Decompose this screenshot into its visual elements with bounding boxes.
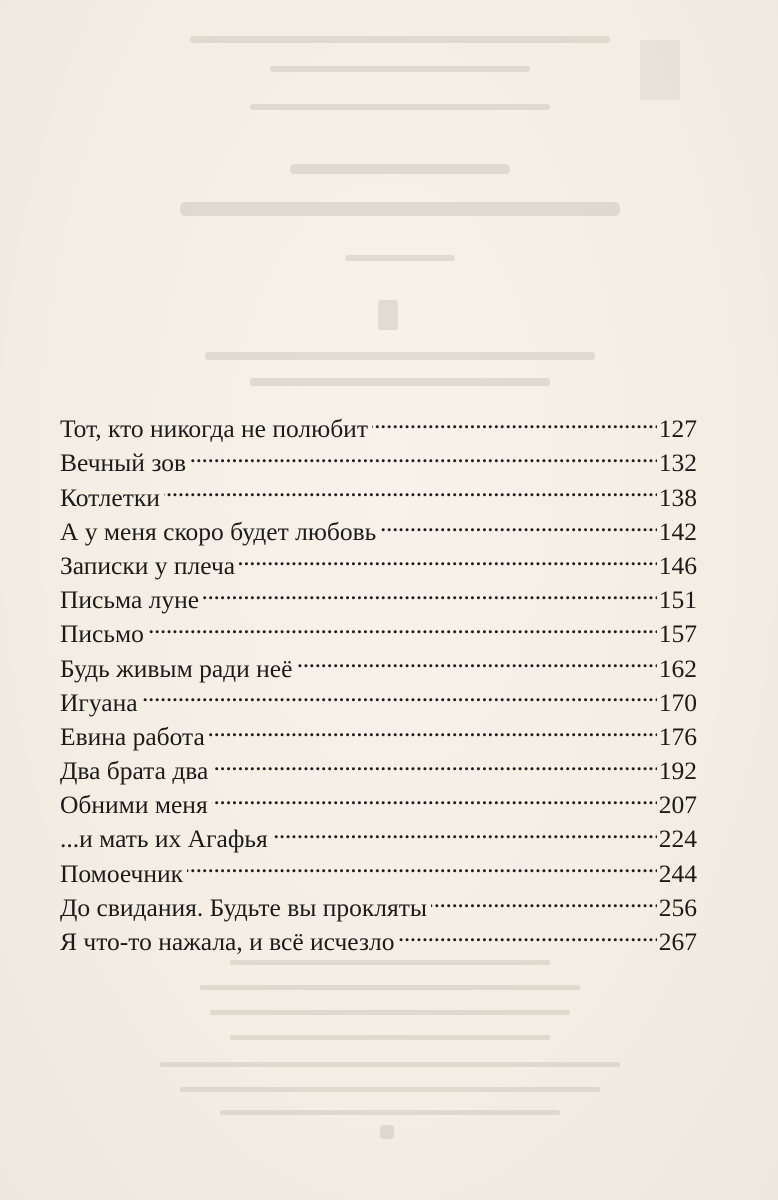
toc-leader-dots [148,608,657,642]
toc-leader-dots [212,779,657,813]
toc-leader-dots [272,813,657,847]
toc-entry-page: 142 [658,516,697,546]
toc-entry-title: Я что-то нажала, и всё исчезло [60,927,395,956]
toc-leader-dots [142,677,657,711]
toc-entry-title: Котлетки [60,482,160,512]
toc-entry-title: Будь живым ради неё [60,653,293,683]
toc-entry-page: 170 [658,687,697,717]
toc-entry-title: До свидания. Будьте вы прокляты [60,892,428,922]
toc-entry-page: 267 [658,927,697,956]
toc-entry-page: 157 [658,619,697,649]
toc-leader-dots [296,642,656,676]
toc-leader-dots [190,437,657,471]
toc-leader-dots [239,540,657,574]
toc-entry-page: 244 [658,858,697,888]
toc-entry-title: А у меня скоро будет любовь [60,516,377,546]
toc-leader-dots [380,506,656,540]
toc-leader-dots [212,745,656,779]
toc-leader-dots [203,574,657,608]
toc-entry-title: Вечный зов [60,448,187,478]
toc-leader-dots [372,403,657,437]
toc-entry-page: 162 [658,653,697,683]
toc-entry-page: 192 [658,756,697,786]
toc-entry-title: Записки у плеча [60,550,236,580]
toc-entry-page: 127 [658,414,697,444]
toc-leader-dots [399,916,657,950]
toc-entry-page: 132 [658,448,697,478]
toc-leader-dots [209,711,657,745]
table-of-contents [60,403,697,956]
toc-entry-title: Письмо [60,619,144,649]
toc-entry-page: 138 [658,482,697,512]
toc-entry-title: ...и мать их Агафья [60,824,268,854]
toc-entry-title: Два брата два [60,756,209,786]
toc-entry-title: Обними меня [60,790,208,820]
toc-entry-page: 207 [658,790,697,820]
toc-entry [60,403,697,444]
toc-entry-title: Помоечник [60,858,184,888]
toc-entry-page: 176 [658,721,697,751]
toc-entry-title: Письма луне [60,585,200,615]
toc-entry-title: Игуана [60,687,138,717]
toc-entry-page: 151 [658,585,697,615]
toc-leader-dots [187,847,657,881]
toc-leader-dots [431,882,657,916]
toc-leader-dots [164,471,657,505]
toc-entry-page: 224 [658,824,697,854]
toc-entry [60,642,697,683]
toc-entry-title: Тот, кто никогда не полюбит [60,414,368,444]
toc-entry-title: Евина работа [60,721,205,751]
toc-entry-page: 256 [658,892,697,922]
toc-entry [60,677,697,717]
toc-entry [60,711,697,751]
toc-entry-page: 146 [658,550,697,580]
toc-entry [60,608,697,649]
